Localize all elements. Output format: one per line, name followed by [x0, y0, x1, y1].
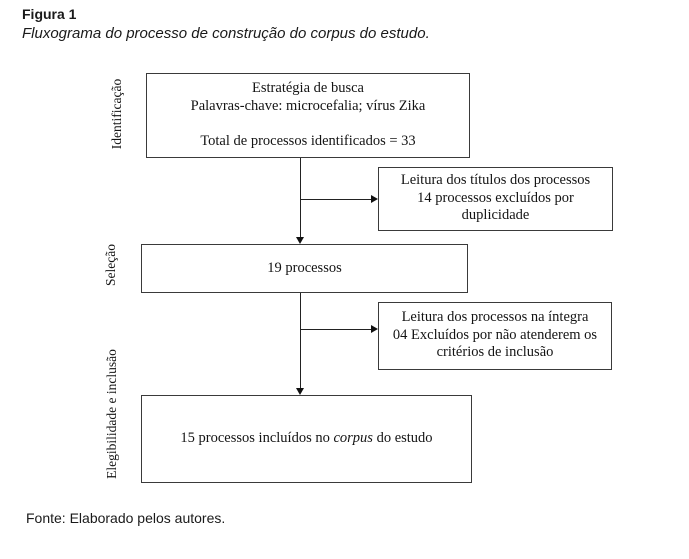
included-text-prefix: 15 processos incluídos no — [180, 430, 334, 447]
box-text-line: 19 processos — [267, 259, 342, 276]
box-text-line: Leitura dos processos na íntegra — [401, 309, 589, 325]
connector-line-horizontal-2 — [300, 329, 371, 330]
box-text-line: 14 processos excluídos por — [417, 189, 574, 206]
box-titles-excluded — [378, 167, 613, 231]
box-search-strategy — [146, 73, 470, 158]
stage-label-eligibility-inclusion: Elegibilidade e inclusão — [104, 349, 119, 479]
included-text-corpus: corpus — [333, 430, 373, 447]
arrow-down-icon — [296, 388, 304, 395]
box-text-line: Total de processos identificados = 33 — [200, 132, 416, 149]
box-text-line: Palavras-chave: microcefalia; vírus Zika — [190, 97, 426, 114]
included-text-suffix: do estudo — [372, 430, 433, 447]
arrow-down-icon — [296, 237, 304, 244]
box-included-corpus — [141, 395, 472, 483]
source-note: Fonte: Elaborado pelos autores. — [26, 510, 226, 526]
connector-line-vertical-1 — [300, 158, 301, 238]
stage-label-selection: Seleção — [103, 244, 118, 286]
box-fulltext-excluded — [378, 302, 612, 370]
box-text-line — [180, 430, 432, 448]
box-text-line: Estratégia de busca — [252, 80, 364, 96]
figure-label: Figura 1 — [22, 6, 77, 22]
figure-caption: Fluxograma do processo de construção do corpus do estudo. — [22, 25, 430, 42]
connector-line-horizontal-1 — [300, 199, 371, 200]
connector-line-vertical-2 — [300, 293, 301, 388]
stage-label-identification: Identificação — [109, 78, 124, 150]
box-text-line: duplicidade — [461, 207, 530, 223]
arrow-right-icon — [371, 325, 378, 333]
box-text-line: 04 Excluídos por não atenderem os — [392, 326, 598, 343]
box-selection-count — [141, 244, 468, 293]
box-text-line: Leitura dos títulos dos processos — [400, 172, 591, 188]
arrow-right-icon — [371, 195, 378, 203]
box-blank-line — [147, 115, 469, 133]
box-text-line: critérios de inclusão — [436, 344, 554, 360]
